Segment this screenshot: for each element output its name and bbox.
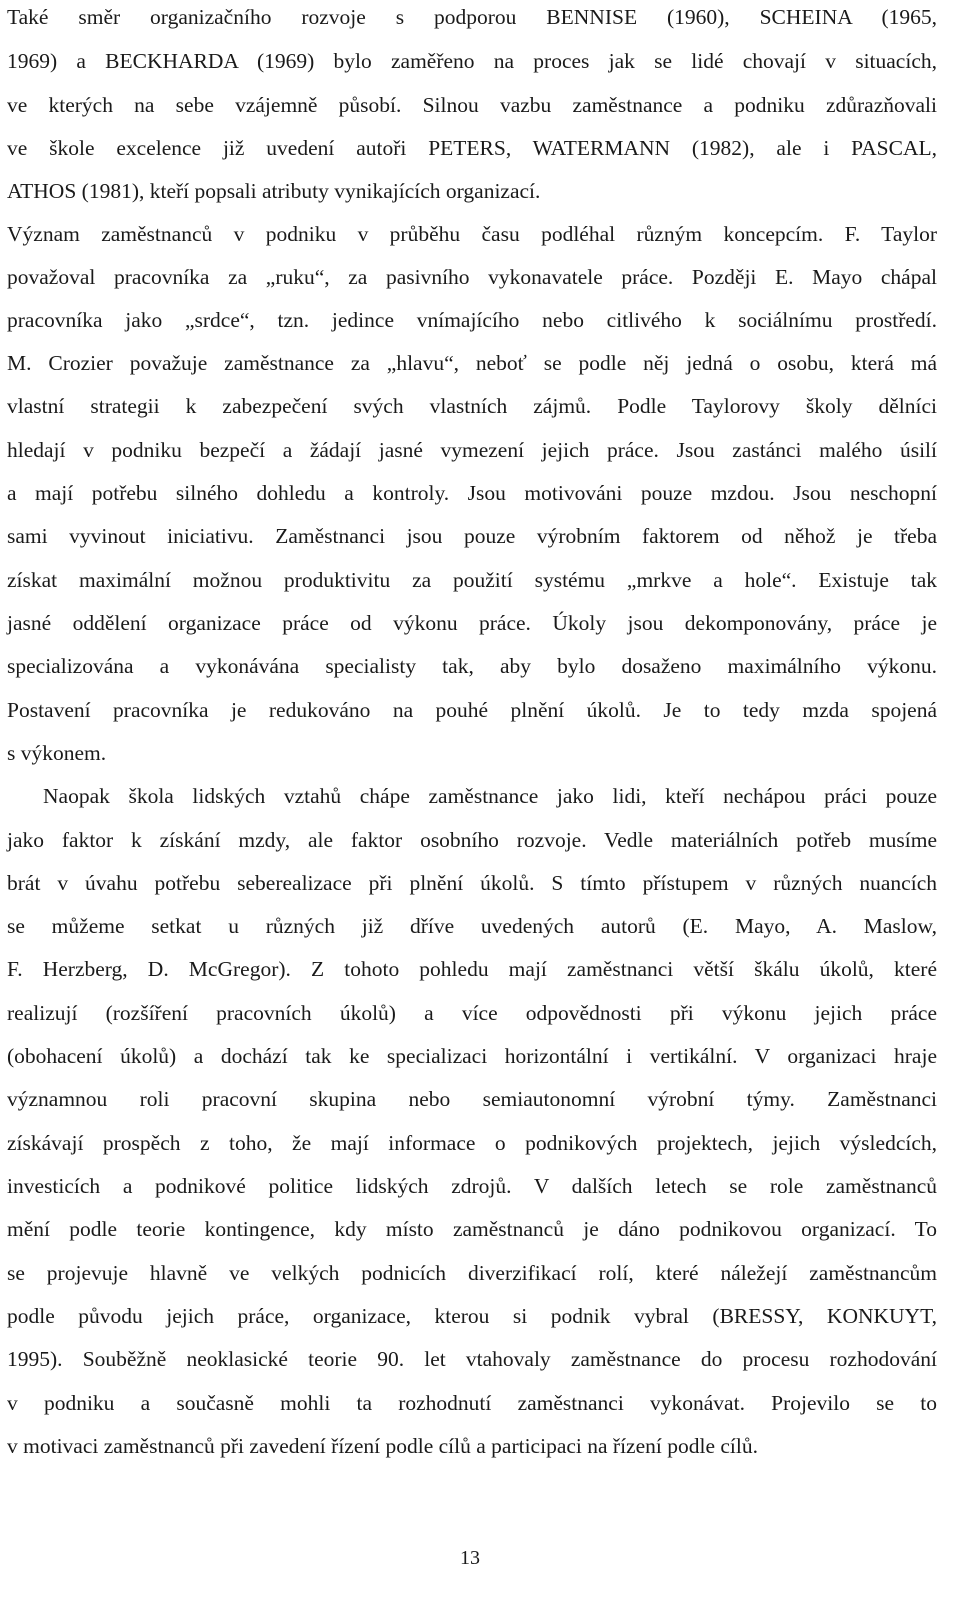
text-line: Také směr organizačního rozvoje s podporou BENNISE (1960), SCHEINA (1965, — [7, 5, 937, 29]
text-line: investicích a podnikové politice lidských zdrojů. V dalších letech se role zaměstnanců — [7, 1174, 937, 1198]
text-line: realizují (rozšíření pracovních úkolů) a více odpovědnosti při výkonu jejich práce — [7, 1001, 937, 1025]
text-line: ve škole excelence již uvedení autoři PETERS, WATERMANN (1982), ale i PASCAL, — [7, 136, 937, 160]
text-line: Postavení pracovníka je redukováno na pouhé plnění úkolů. Je to tedy mzda spojená — [7, 698, 937, 722]
text-line: brát v úvahu potřebu seberealizace při plnění úkolů. S tímto přístupem v různých nuancích — [7, 871, 937, 895]
text-line: Význam zaměstnanců v podniku v průběhu času podléhal různým koncepcím. F. Taylor — [7, 222, 937, 246]
text-line: 1969) a BECKHARDA (1969) bylo zaměřeno na proces jak se lidé chovají v situacích, — [7, 49, 937, 73]
text-line: Naopak škola lidských vztahů chápe zaměstnance jako lidi, kteří nechápou práci pouze — [43, 784, 937, 808]
text-line: a mají potřebu silného dohledu a kontroly. Jsou motivováni pouze mzdou. Jsou neschopní — [7, 481, 937, 505]
text-line: významnou roli pracovní skupina nebo semiautonomní výrobní týmy. Zaměstnanci — [7, 1087, 937, 1111]
text-line: ATHOS (1981), kteří popsali atributy vynikajících organizací. — [7, 179, 541, 203]
page-number: 13 — [460, 1547, 480, 1569]
text-line: 1995). Souběžně neoklasické teorie 90. let vtahovaly zaměstnance do procesu rozhodování — [7, 1347, 937, 1371]
text-line: jako faktor k získání mzdy, ale faktor osobního rozvoje. Vedle materiálních potřeb musíme — [7, 828, 937, 852]
text-line: vlastní strategii k zabezpečení svých vlastních zájmů. Podle Taylorovy školy dělníci — [7, 394, 937, 418]
text-line: považoval pracovníka za „ruku“, za pasivního vykonavatele práce. Později E. Mayo chápal — [7, 265, 937, 289]
text-line: jasné oddělení organizace práce od výkonu práce. Úkoly jsou dekomponovány, práce je — [7, 611, 937, 635]
text-line: M. Crozier považuje zaměstnance za „hlavu“, neboť se podle něj jedná o osobu, která má — [7, 351, 937, 375]
text-line: mění podle teorie kontingence, kdy místo zaměstnanců je dáno podnikovou organizací. To — [7, 1217, 937, 1241]
text-line: s výkonem. — [7, 741, 107, 765]
text-line: získat maximální možnou produktivitu za použití systému „mrkve a hole“. Existuje tak — [7, 568, 937, 592]
text-line: ve kterých na sebe vzájemně působí. Silnou vazbu zaměstnance a podniku zdůrazňovali — [7, 93, 937, 117]
text-line: F. Herzberg, D. McGregor). Z tohoto pohledu mají zaměstnanci větší škálu úkolů, které — [7, 957, 937, 981]
text-line: hledají v podniku bezpečí a žádají jasné vymezení jejich práce. Jsou zastánci malého úsilí — [7, 438, 937, 462]
text-line: podle původu jejich práce, organizace, kterou si podnik vybral (BRESSY, KONKUYT, — [7, 1304, 937, 1328]
text-line: v podniku a současně mohli ta rozhodnutí zaměstnanci vykonávat. Projevilo se to — [7, 1391, 937, 1415]
text-line: (obohacení úkolů) a dochází tak ke specializaci horizontální i vertikální. V organizaci hraje — [7, 1044, 937, 1068]
text-line: sami vyvinout iniciativu. Zaměstnanci jsou pouze výrobním faktorem od něhož je třeba — [7, 524, 937, 548]
text-line: pracovníka jako „srdce“, tzn. jedince vnímajícího nebo citlivého k sociálnímu prostředí. — [7, 308, 937, 332]
text-line: v motivaci zaměstnanců při zavedení řízení podle cílů a participaci na řízení podle cílů. — [7, 1434, 758, 1458]
text-line: se můžeme setkat u různých již dříve uvedených autorů (E. Mayo, A. Maslow, — [7, 914, 937, 938]
text-line: se projevuje hlavně ve velkých podnicích diverzifikací rolí, které náležejí zaměstnancům — [7, 1261, 937, 1285]
text-line: specializována a vykonávána specialisty tak, aby bylo dosaženo maximálního výkonu. — [7, 654, 937, 678]
text-line: získávají prospěch z toho, že mají informace o podnikových projektech, jejich výsledcích, — [7, 1131, 937, 1155]
